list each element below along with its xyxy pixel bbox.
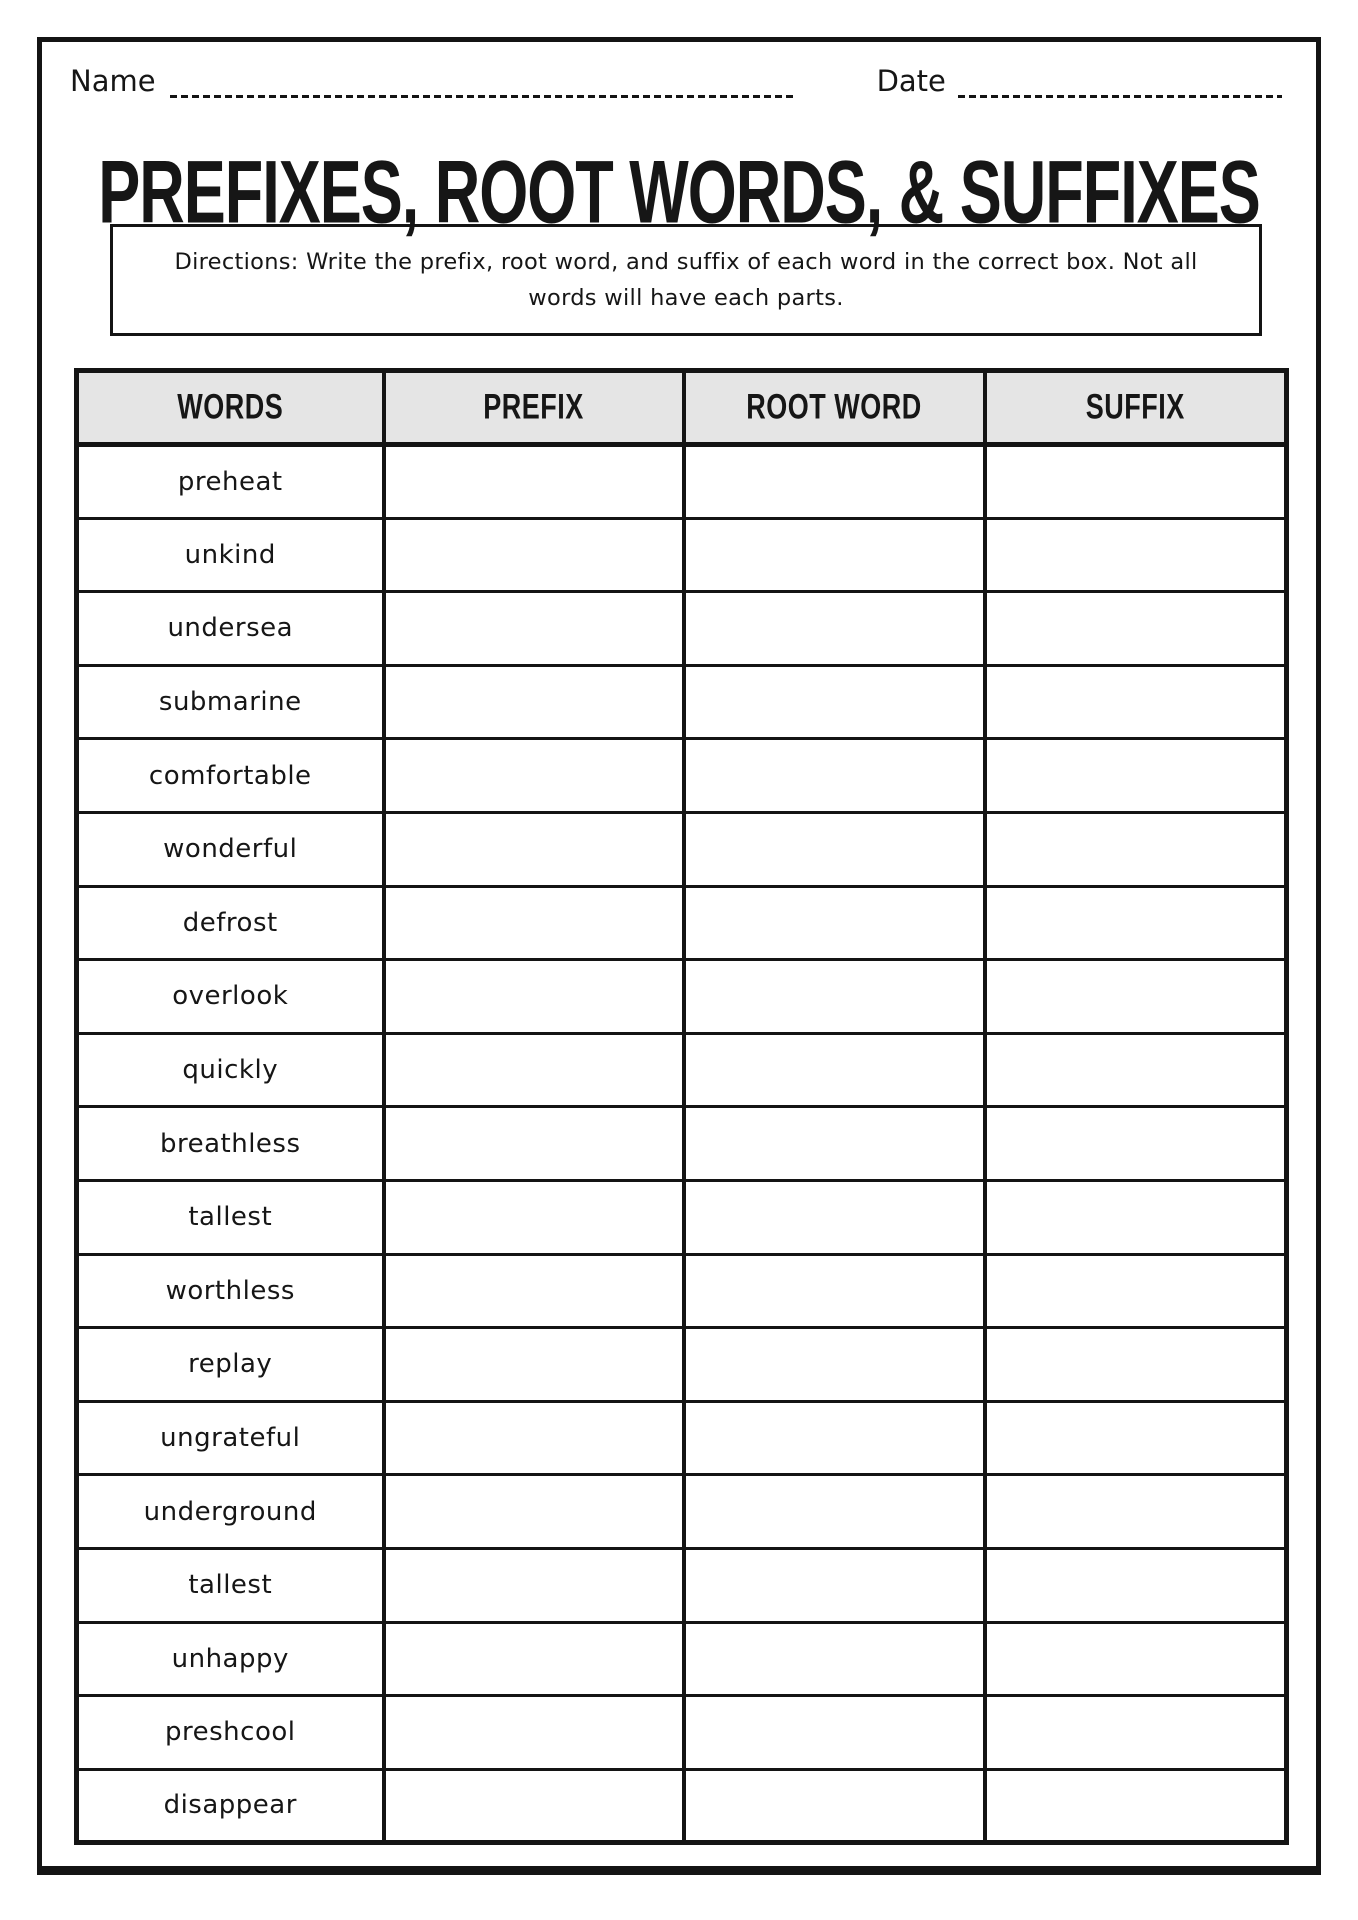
suffix-answer-cell[interactable] [985,1254,1287,1328]
word-cell: underground [77,1475,384,1549]
table-row [77,445,1287,519]
prefix-answer-cell[interactable] [384,1622,684,1696]
root-word-answer-cell[interactable] [684,1107,985,1181]
prefix-answer-cell[interactable] [384,1401,684,1475]
suffix-answer-cell[interactable] [985,960,1287,1034]
prefix-answer-cell[interactable] [384,1254,684,1328]
root-word-answer-cell[interactable] [684,1254,985,1328]
word-cell: worthless [77,1254,384,1328]
table-body [77,445,1287,1843]
suffix-answer-cell[interactable] [985,1107,1287,1181]
root-word-answer-cell[interactable] [684,1401,985,1475]
prefix-answer-cell[interactable] [384,960,684,1034]
root-word-answer-cell[interactable] [684,812,985,886]
name-input-line[interactable] [170,72,797,98]
table-row [77,1033,1287,1107]
root-word-answer-cell[interactable] [684,1622,985,1696]
table-row [77,812,1287,886]
word-cell: ungrateful [77,1401,384,1475]
suffix-answer-cell[interactable] [985,739,1287,813]
suffix-answer-cell[interactable] [985,1033,1287,1107]
table-row [77,1769,1287,1843]
table-row [77,1328,1287,1402]
table-row [77,1475,1287,1549]
table-row [77,1254,1287,1328]
column-header-suffix: SUFFIX [985,371,1287,445]
directions-box [110,224,1262,336]
word-cell: unhappy [77,1622,384,1696]
table-row [77,960,1287,1034]
root-word-answer-cell[interactable] [684,592,985,666]
prefix-answer-cell[interactable] [384,1033,684,1107]
suffix-answer-cell[interactable] [985,445,1287,519]
root-word-answer-cell[interactable] [684,518,985,592]
suffix-answer-cell[interactable] [985,1548,1287,1622]
table-row [77,886,1287,960]
prefix-answer-cell[interactable] [384,665,684,739]
root-word-answer-cell[interactable] [684,1475,985,1549]
suffix-answer-cell[interactable] [985,1475,1287,1549]
table-row [77,665,1287,739]
word-cell: replay [77,1328,384,1402]
prefix-answer-cell[interactable] [384,812,684,886]
root-word-answer-cell[interactable] [684,1769,985,1843]
root-word-answer-cell[interactable] [684,1328,985,1402]
suffix-answer-cell[interactable] [985,1328,1287,1402]
table-row [77,518,1287,592]
table-row [77,1180,1287,1254]
prefix-answer-cell[interactable] [384,1107,684,1181]
prefix-answer-cell[interactable] [384,445,684,519]
root-word-answer-cell[interactable] [684,960,985,1034]
suffix-answer-cell[interactable] [985,518,1287,592]
root-word-answer-cell[interactable] [684,445,985,519]
date-input-line[interactable] [958,72,1282,98]
prefix-answer-cell[interactable] [384,1180,684,1254]
table-row [77,1696,1287,1770]
name-date-row [70,58,1282,98]
prefix-answer-cell[interactable] [384,886,684,960]
word-cell: tallest [77,1548,384,1622]
prefix-answer-cell[interactable] [384,1548,684,1622]
table-row [77,1548,1287,1622]
table-row [77,1622,1287,1696]
suffix-answer-cell[interactable] [985,592,1287,666]
root-word-answer-cell[interactable] [684,1696,985,1770]
table-row [77,1401,1287,1475]
directions-text-line2: words will have each parts. [528,285,844,311]
word-cell: quickly [77,1033,384,1107]
table-row [77,1107,1287,1181]
date-label: Date [876,64,946,98]
word-cell: preheat [77,445,384,519]
column-header-root-word: ROOT WORD [684,371,985,445]
table-row [77,739,1287,813]
root-word-answer-cell[interactable] [684,1548,985,1622]
suffix-answer-cell[interactable] [985,1622,1287,1696]
root-word-answer-cell[interactable] [684,886,985,960]
prefix-answer-cell[interactable] [384,1696,684,1770]
suffix-answer-cell[interactable] [985,665,1287,739]
root-word-answer-cell[interactable] [684,665,985,739]
word-cell: overlook [77,960,384,1034]
suffix-answer-cell[interactable] [985,1180,1287,1254]
word-cell: wonderful [77,812,384,886]
prefix-answer-cell[interactable] [384,518,684,592]
prefix-answer-cell[interactable] [384,739,684,813]
word-cell: submarine [77,665,384,739]
word-cell: comfortable [77,739,384,813]
root-word-answer-cell[interactable] [684,1033,985,1107]
word-cell: disappear [77,1769,384,1843]
prefix-answer-cell[interactable] [384,1475,684,1549]
word-cell: undersea [77,592,384,666]
table-header [77,371,1287,445]
table-row [77,592,1287,666]
column-header-prefix: PREFIX [384,371,684,445]
word-cell: preshcool [77,1696,384,1770]
name-label: Name [70,64,156,98]
table-header-row [77,371,1287,445]
worksheet-table [74,368,1289,1845]
suffix-answer-cell[interactable] [985,1769,1287,1843]
word-cell: breathless [77,1107,384,1181]
prefix-answer-cell[interactable] [384,1769,684,1843]
directions-text-line1: Directions: Write the prefix, root word, and suffix of each word in the correct box. Not all [174,249,1198,275]
suffix-answer-cell[interactable] [985,886,1287,960]
root-word-answer-cell[interactable] [684,1180,985,1254]
word-cell: unkind [77,518,384,592]
page-title: PREFIXES, ROOT WORDS, & SUFFIXES [98,143,1260,243]
word-cell: tallest [77,1180,384,1254]
suffix-answer-cell[interactable] [985,1696,1287,1770]
root-word-answer-cell[interactable] [684,739,985,813]
prefix-answer-cell[interactable] [384,592,684,666]
suffix-answer-cell[interactable] [985,812,1287,886]
suffix-answer-cell[interactable] [985,1401,1287,1475]
prefix-answer-cell[interactable] [384,1328,684,1402]
column-header-words: WORDS [77,371,384,445]
word-cell: defrost [77,886,384,960]
